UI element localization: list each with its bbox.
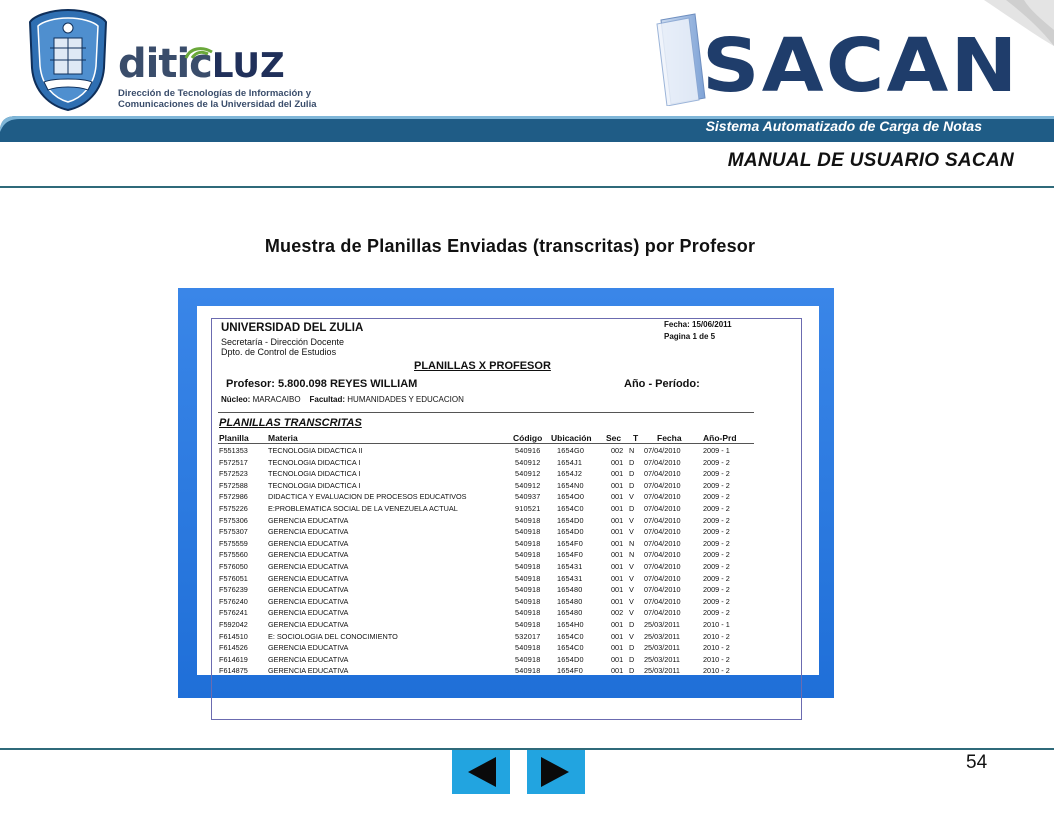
cell-materia: TECNOLOGIA DIDACTICA II <box>268 446 363 455</box>
cell-t: D <box>629 457 635 467</box>
cell-planilla: F614526 <box>219 643 248 653</box>
ditic-subtitle <box>118 88 317 110</box>
cell-planilla: F551353 <box>219 446 248 455</box>
cell-t: V <box>629 527 634 537</box>
luz-logo-part: LUZ <box>211 46 285 86</box>
cell-codigo: 540918 <box>515 515 541 525</box>
cell-sec: 002 <box>611 608 624 618</box>
cell-ubicacion: 1654D0 <box>557 654 584 664</box>
cell-sec: 001 <box>611 457 624 467</box>
manual-title: MANUAL DE USUARIO SACAN <box>727 150 1014 171</box>
cell-fecha: 07/04/2010 <box>644 504 681 513</box>
report-secretaria: Secretaría - Dirección Docente <box>221 337 345 347</box>
cell-sec: 002 <box>611 446 624 455</box>
cell-materia: GERENCIA EDUCATIVA <box>268 527 349 537</box>
cell-fecha: 25/03/2011 <box>644 643 680 653</box>
cell-sec: 001 <box>611 573 624 583</box>
cell-t: N <box>629 550 635 560</box>
cell-materia: TECNOLOGIA DIDACTICA I <box>268 469 361 479</box>
cell-materia: GERENCIA EDUCATIVA <box>268 643 349 653</box>
cell-fecha: 07/04/2010 <box>644 538 681 548</box>
cell-sec: 001 <box>611 469 624 479</box>
cell-codigo: 540918 <box>515 620 541 629</box>
cell-planilla: F576241 <box>219 608 248 618</box>
cell-materia: GERENCIA EDUCATIVA <box>268 654 349 664</box>
col-header-anio-prd: Año-Prd <box>703 433 737 443</box>
cell-t: V <box>629 562 634 571</box>
cell-anio-prd: 2009 - 2 <box>703 596 730 606</box>
report-department: Dpto. de Control de Estudios <box>221 347 337 357</box>
col-header-materia: Materia <box>268 433 298 443</box>
cell-ubicacion: 1654G0 <box>557 446 585 455</box>
cell-codigo: 540918 <box>515 666 541 676</box>
cell-t: N <box>629 446 635 455</box>
cell-materia: TECNOLOGIA DIDACTICA I <box>268 480 361 490</box>
cell-planilla: F572523 <box>219 469 248 479</box>
cell-codigo: 540918 <box>515 585 541 595</box>
cell-planilla: F576050 <box>219 562 248 571</box>
cell-materia: E:PROBLEMATICA SOCIAL DE LA VENEZUELA ACTUAL <box>268 504 458 513</box>
cell-anio-prd: 2010 - 1 <box>703 620 730 629</box>
cell-anio-prd: 2009 - 2 <box>703 480 730 490</box>
cell-fecha: 07/04/2010 <box>644 573 681 583</box>
cell-materia: GERENCIA EDUCATIVA <box>268 538 349 548</box>
cell-materia: TECNOLOGIA DIDACTICA I <box>268 457 361 467</box>
top-divider <box>0 186 1054 188</box>
cell-planilla: F575560 <box>219 550 248 560</box>
cell-materia: GERENCIA EDUCATIVA <box>268 550 349 560</box>
cell-fecha: 07/04/2010 <box>644 446 681 455</box>
cell-codigo: 540918 <box>515 538 541 548</box>
cell-ubicacion: 165431 <box>557 562 583 571</box>
next-page-button[interactable] <box>527 750 585 794</box>
col-header-fecha: Fecha <box>657 433 682 443</box>
cell-t: D <box>629 469 635 479</box>
cell-planilla: F575306 <box>219 515 248 525</box>
cell-ubicacion: 1654C0 <box>557 643 584 653</box>
nucleo-label: Núcleo: <box>221 395 251 404</box>
cell-anio-prd: 2009 - 2 <box>703 469 730 479</box>
cell-sec: 001 <box>611 480 624 490</box>
cell-anio-prd: 2009 - 2 <box>703 457 730 467</box>
cell-ubicacion: 1654D0 <box>557 527 584 537</box>
col-header-ubicacion: Ubicación <box>551 433 592 443</box>
cell-fecha: 25/03/2011 <box>644 631 680 641</box>
cell-t: N <box>629 538 635 548</box>
cell-sec: 001 <box>611 550 624 560</box>
cell-fecha: 07/04/2010 <box>644 608 681 618</box>
cell-fecha: 07/04/2010 <box>644 480 681 490</box>
cell-codigo: 540918 <box>515 596 541 606</box>
sacan-tagline: Sistema Automatizado de Carga de Notas <box>705 118 982 134</box>
cell-planilla: F614619 <box>219 654 248 664</box>
ditic-subtitle-line2: Comunicaciones de la Universidad del Zulia <box>118 99 317 110</box>
cell-planilla: F575559 <box>219 538 248 548</box>
cell-ubicacion: 165480 <box>557 608 583 618</box>
cell-fecha: 07/04/2010 <box>644 457 681 467</box>
cell-sec: 001 <box>611 492 624 502</box>
cell-planilla: F614875 <box>219 666 248 676</box>
cell-materia: GERENCIA EDUCATIVA <box>268 620 349 629</box>
cell-sec: 001 <box>611 585 624 595</box>
facultad-value: HUMANIDADES Y EDUCACION <box>347 395 464 404</box>
ditic-luz-logo <box>118 42 328 112</box>
cell-t: V <box>629 608 634 618</box>
cell-sec: 001 <box>611 631 624 641</box>
cell-planilla: F575226 <box>219 504 248 513</box>
cell-ubicacion: 1654F0 <box>557 550 583 560</box>
cell-materia: DIDACTICA Y EVALUACION DE PROCESOS EDUCATIVOS <box>268 492 467 502</box>
cell-codigo: 540912 <box>515 469 541 479</box>
section-title-text: Muestra de Planillas Enviadas (transcritas) por Profesor <box>264 236 756 256</box>
cell-t: D <box>629 480 635 490</box>
cell-codigo: 540912 <box>515 480 541 490</box>
cell-anio-prd: 2010 - 2 <box>703 631 730 641</box>
cell-t: V <box>629 515 634 525</box>
cell-anio-prd: 2010 - 2 <box>703 643 730 653</box>
report-section: PLANILLAS TRANSCRITAS <box>219 417 362 429</box>
cell-planilla: F576240 <box>219 596 248 606</box>
cell-anio-prd: 2009 - 2 <box>703 492 730 502</box>
cell-ubicacion: 165431 <box>557 573 583 583</box>
report-nucleo-facultad <box>221 395 464 404</box>
col-header-sec: Sec <box>606 433 622 443</box>
cell-fecha: 07/04/2010 <box>644 469 681 479</box>
cell-fecha: 07/04/2010 <box>644 515 681 525</box>
cell-codigo: 540918 <box>515 654 541 664</box>
cell-anio-prd: 2009 - 2 <box>703 608 730 618</box>
report-year-period: Año - Período: <box>624 378 700 390</box>
cell-ubicacion: 1654J1 <box>557 457 583 467</box>
universidad-del-zulia-seal-icon <box>28 8 108 112</box>
cell-codigo: 540918 <box>515 573 541 583</box>
cell-fecha: 07/04/2010 <box>644 527 681 537</box>
cell-codigo: 540916 <box>515 446 541 455</box>
col-header-planilla: Planilla <box>219 433 249 443</box>
report-date: Fecha: 15/06/2011 <box>664 320 732 329</box>
cell-ubicacion: 165480 <box>557 585 583 595</box>
cell-planilla: F572517 <box>219 457 248 467</box>
nucleo-value: MARACAIBO <box>252 395 301 404</box>
cell-t: V <box>629 596 634 606</box>
cell-fecha: 25/03/2011 <box>644 620 680 629</box>
cell-anio-prd: 2010 - 2 <box>703 666 730 676</box>
wifi-wave-icon <box>182 40 218 60</box>
cell-ubicacion: 1654F0 <box>557 666 583 676</box>
cell-anio-prd: 2009 - 2 <box>703 585 730 595</box>
cell-t: V <box>629 573 634 583</box>
cell-anio-prd: 2009 - 2 <box>703 562 730 571</box>
cell-sec: 001 <box>611 654 624 664</box>
cell-materia: GERENCIA EDUCATIVA <box>268 666 349 676</box>
cell-ubicacion: 165480 <box>557 596 583 606</box>
cell-ubicacion: 1654F0 <box>557 538 583 548</box>
cell-fecha: 25/03/2011 <box>644 666 680 676</box>
cell-anio-prd: 2009 - 2 <box>703 573 730 583</box>
cell-materia: GERENCIA EDUCATIVA <box>268 596 349 606</box>
cell-fecha: 07/04/2010 <box>644 585 681 595</box>
cell-materia: GERENCIA EDUCATIVA <box>268 515 349 525</box>
cell-t: V <box>629 631 634 641</box>
cell-t: D <box>629 620 635 629</box>
cell-ubicacion: 1654O0 <box>557 492 585 502</box>
cell-anio-prd: 2010 - 2 <box>703 654 730 664</box>
cell-sec: 001 <box>611 596 624 606</box>
cell-materia: GERENCIA EDUCATIVA <box>268 573 349 583</box>
cell-anio-prd: 2009 - 2 <box>703 538 730 548</box>
ditic-logo-part: ditic <box>118 41 212 87</box>
cell-planilla: F575307 <box>219 527 248 537</box>
cell-materia: GERENCIA EDUCATIVA <box>268 608 349 618</box>
cell-fecha: 07/04/2010 <box>644 492 681 502</box>
cell-t: V <box>629 492 634 502</box>
cell-planilla: F614510 <box>219 631 248 641</box>
table-header-divider <box>218 443 754 444</box>
ditic-subtitle-line1: Dirección de Tecnologías de Información y <box>118 88 312 99</box>
cell-anio-prd: 2009 - 2 <box>703 515 730 525</box>
previous-page-button[interactable] <box>452 750 510 794</box>
cell-sec: 001 <box>611 515 624 525</box>
cell-materia: GERENCIA EDUCATIVA <box>268 562 349 571</box>
cell-codigo: 540918 <box>515 527 541 537</box>
report-divider <box>218 412 754 413</box>
cell-codigo: 540937 <box>515 492 541 502</box>
cell-ubicacion: 1654N0 <box>557 480 584 490</box>
cell-ubicacion: 1654C0 <box>557 504 584 513</box>
cell-ubicacion: 1654H0 <box>557 620 584 629</box>
cell-codigo: 532017 <box>515 631 541 641</box>
cell-planilla: F572588 <box>219 480 248 490</box>
report-title: PLANILLAS X PROFESOR <box>414 360 551 372</box>
cell-codigo: 540918 <box>515 550 541 560</box>
cell-sec: 001 <box>611 562 624 571</box>
cell-codigo: 540918 <box>515 643 541 653</box>
cell-ubicacion: 1654C0 <box>557 631 584 641</box>
page-number: 54 <box>966 752 988 773</box>
cell-sec: 001 <box>611 620 624 629</box>
cell-sec: 001 <box>611 527 624 537</box>
cell-sec: 001 <box>611 538 624 548</box>
cell-t: D <box>629 643 635 653</box>
cell-sec: 001 <box>611 666 624 676</box>
cell-codigo: 910521 <box>515 504 541 513</box>
cell-ubicacion: 1654D0 <box>557 515 584 525</box>
cell-codigo: 540918 <box>515 608 541 618</box>
cell-t: D <box>629 654 635 664</box>
cell-anio-prd: 2009 - 1 <box>703 446 730 455</box>
page-curl-decoration <box>984 0 1054 46</box>
cell-anio-prd: 2009 - 2 <box>703 550 730 560</box>
cell-t: D <box>629 504 635 513</box>
report-professor: Profesor: 5.800.098 REYES WILLIAM <box>226 378 418 390</box>
section-title <box>0 236 1054 257</box>
cell-ubicacion: 1654J2 <box>557 469 583 479</box>
col-header-t: T <box>633 433 639 443</box>
cell-planilla: F576239 <box>219 585 248 595</box>
cell-planilla: F592042 <box>219 620 248 629</box>
cell-sec: 001 <box>611 643 624 653</box>
cell-materia: E: SOCIOLOGIA DEL CONOCIMIENTO <box>268 631 398 641</box>
report-university: UNIVERSIDAD DEL ZULIA <box>221 322 364 334</box>
cell-sec: 001 <box>611 504 624 513</box>
sacan-logo-text: SACAN <box>702 23 1020 109</box>
col-header-codigo: Código <box>513 433 543 443</box>
cell-codigo: 540918 <box>515 562 541 571</box>
cell-t: V <box>629 585 634 595</box>
cell-fecha: 25/03/2011 <box>644 654 680 664</box>
cell-codigo: 540912 <box>515 457 541 467</box>
cell-fecha: 07/04/2010 <box>644 550 681 560</box>
triangle-left-icon <box>452 750 510 794</box>
cell-fecha: 07/04/2010 <box>644 596 681 606</box>
cell-fecha: 07/04/2010 <box>644 562 681 571</box>
cell-materia: GERENCIA EDUCATIVA <box>268 585 349 595</box>
cell-t: D <box>629 666 635 676</box>
cell-planilla: F572986 <box>219 492 248 502</box>
cell-anio-prd: 2009 - 2 <box>703 504 730 513</box>
report-page: Pagina 1 de 5 <box>664 332 716 341</box>
facultad-label: Facultad: <box>309 395 346 404</box>
cell-planilla: F576051 <box>219 573 248 583</box>
triangle-right-icon <box>527 750 585 794</box>
cell-anio-prd: 2009 - 2 <box>703 527 730 537</box>
